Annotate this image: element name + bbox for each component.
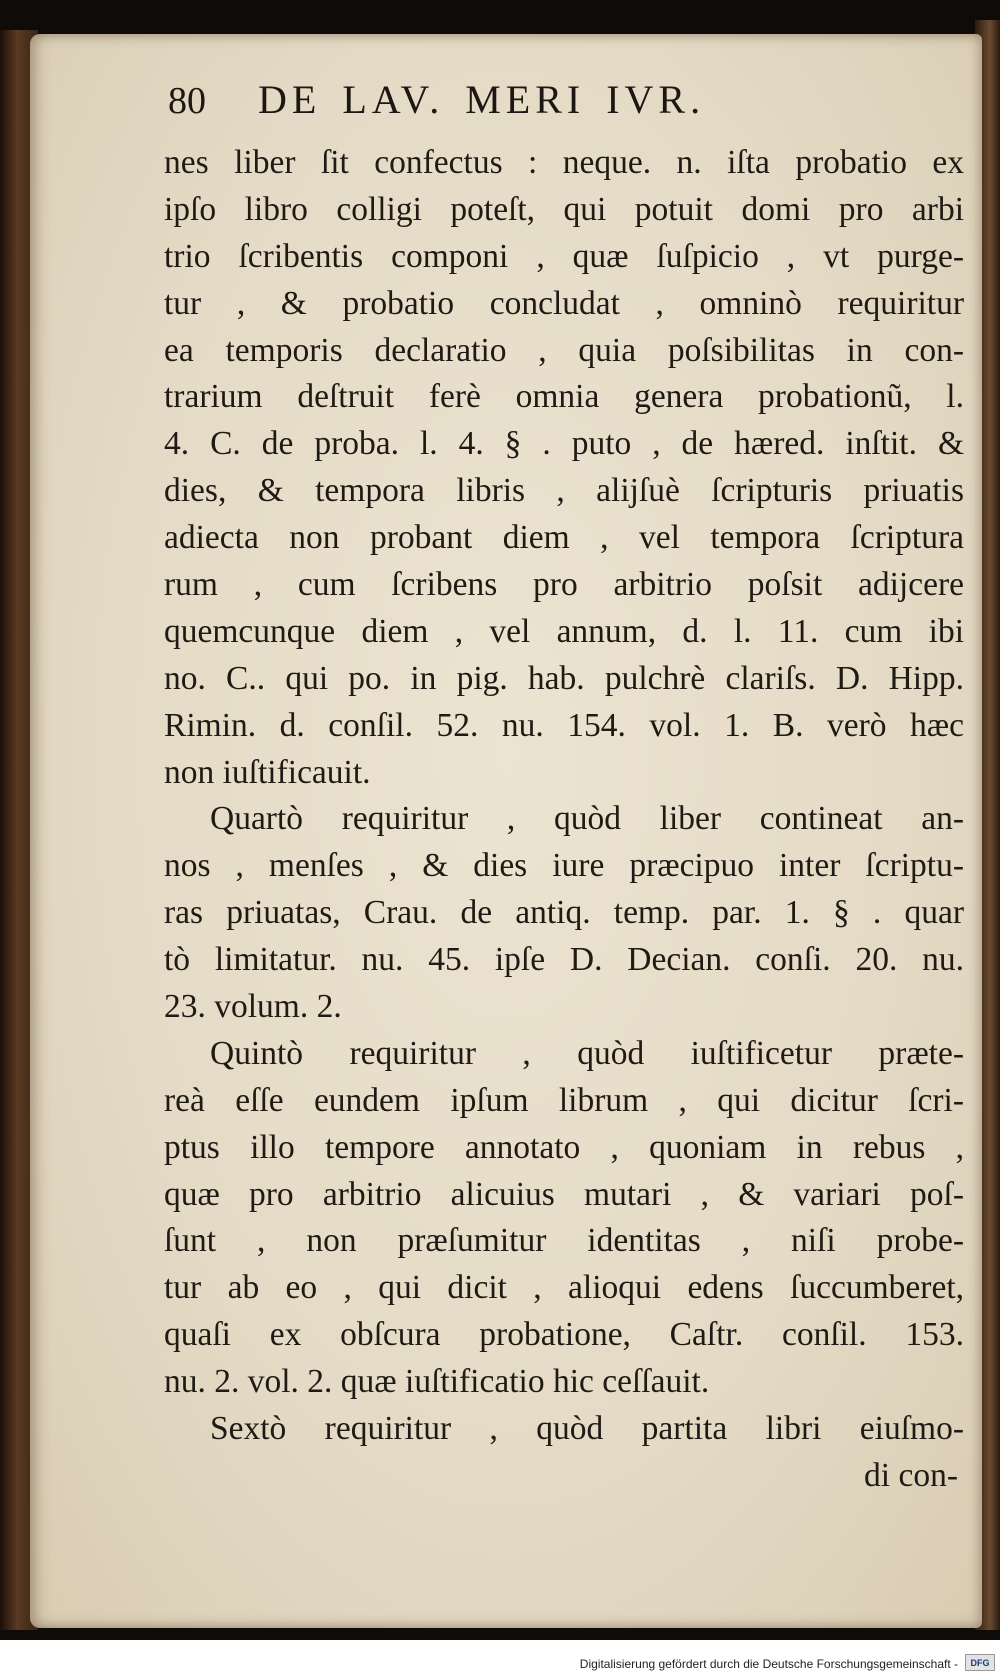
text-line: Rimin. d. conſil. 52. nu. 154. vol. 1. B. verò hæc [164,706,964,744]
text-line: ſunt , non præſumitur identitas , niſi probe- [164,1222,964,1260]
paragraph-start-line: Quintò requiritur , quòd iuſtificetur præte- [210,1034,964,1072]
catchword: di con- [864,1456,958,1494]
text-line: quaſi ex obſcura probatione, Caſtr. conſil. 153. [164,1316,964,1354]
text-body [164,140,964,1500]
dfg-logo: DFG [965,1654,995,1671]
text-line: trio ſcribentis componi , quæ ſuſpicio , vt purge- [164,237,964,275]
text-line: ras priuatas, Crau. de antiq. temp. par. 1. § . quar [164,894,964,932]
page-number: 80 [168,80,206,122]
text-line: 4. C. de proba. l. 4. § . puto , de hæred. inſtit. & [164,425,964,463]
text-line: nu. 2. vol. 2. quæ iuſtificatio hic ceſſauit. [164,1363,710,1401]
text-line: trarium deſtruit ferè omnia genera probationũ, l. [164,378,964,416]
text-line: tò limitatur. nu. 45. ipſe D. Decian. conſi. 20. nu. [164,941,964,979]
text-line: non iuſtificauit. [164,753,371,791]
running-title: DE LAV. MERI IVR. [258,77,706,122]
text-line: tur ab eo , qui dicit , alioqui edens ſuccumberet, [164,1269,964,1307]
paragraph-start-line: Quartò requiritur , quòd liber contineat an- [210,800,964,838]
paragraph-start-line: Sextò requiritur , quòd partita libri eiuſmo- [210,1410,964,1448]
text-line: reà eſſe eundem ipſum librum , qui dicitur ſcri- [164,1081,964,1119]
text-line: nes liber ſit confectus : neque. n. iſta probatio ex [164,144,964,181]
text-line: adiecta non probant diem , vel tempora ſcriptura [164,519,964,557]
text-line: ea temporis declaratio , quia poſsibilitas in con- [164,331,964,369]
text-line: ipſo libro colligi poteſt, qui potuit domi pro arbi [164,190,964,228]
text-line: rum , cum ſcribens pro arbitrio poſsit adijcere [164,566,964,604]
text-line: quæ pro arbitrio alicuius mutari , & variari poſ- [164,1175,964,1213]
text-line: nos , menſes , & dies iure præcipuo inter ſcriptu- [164,847,964,885]
text-line: dies, & tempora libris , alijſuè ſcripturis priuatis [164,472,964,510]
digitization-credit: Digitalisierung gefördert durch die Deutsche Forschungsgemeinschaft - [579,1657,958,1671]
text-line: no. C.. qui po. in pig. hab. pulchrè clariſs. D. Hipp. [164,659,964,697]
text-line: tur , & probatio concludat , omninò requiritur [164,284,964,322]
text-line: ptus illo tempore annotato , quoniam in rebus , [164,1128,964,1166]
text-line: 23. volum. 2. [164,988,342,1026]
running-head [168,76,828,132]
text-line: quemcunque diem , vel annum, d. l. 11. cum ibi [164,612,964,650]
